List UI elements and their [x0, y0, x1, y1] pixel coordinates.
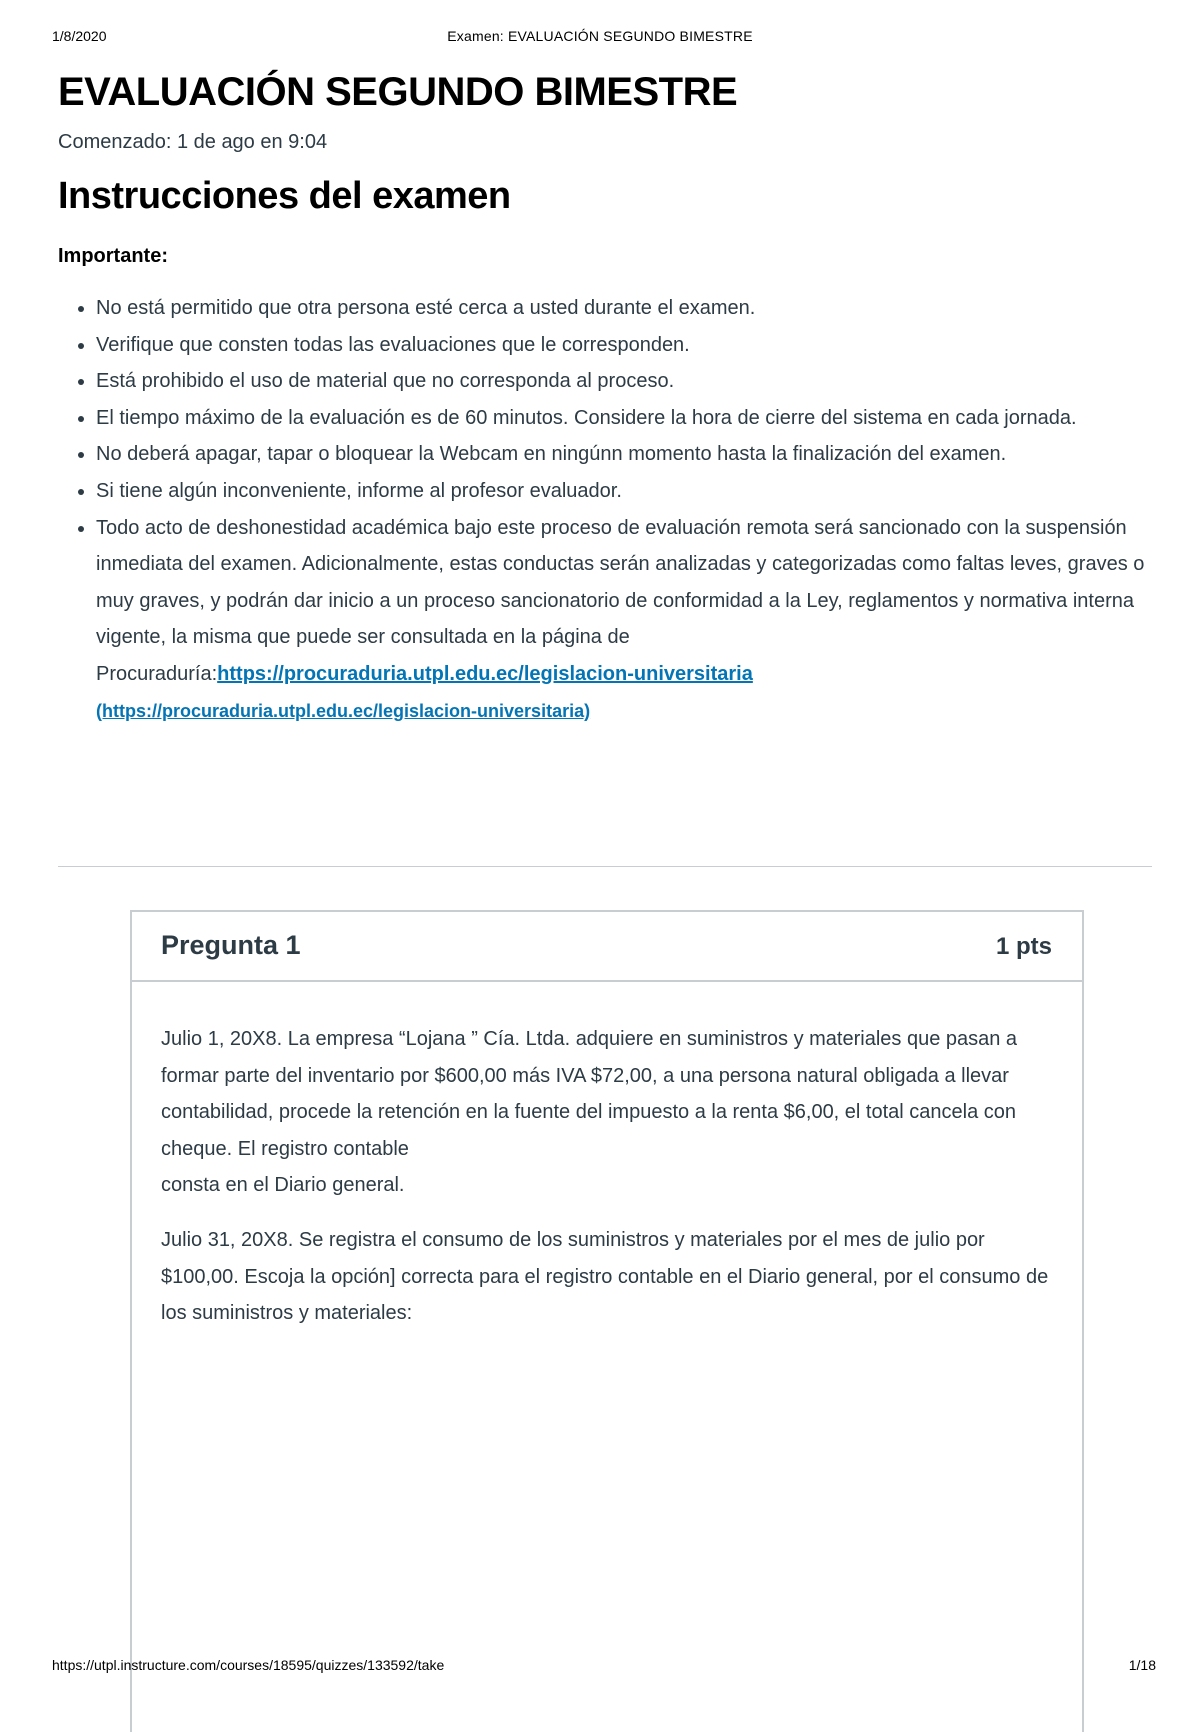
- page-number: 1/18: [1128, 1657, 1156, 1673]
- rule-item: [96, 510, 1150, 730]
- rule-item: [96, 473, 1150, 510]
- rule-text: Si tiene algún inconveniente, informe al profesor evaluador.: [96, 479, 622, 502]
- question-text: Julio 31, 20X8. Se registra el consumo de los suministros y materiales por el mes de julio por $100,00. Escoja la opción] correcta para el registro contable en el Diario general, por el consumo de los suministros y materiales:: [161, 1228, 1049, 1325]
- rule-item: [96, 290, 1150, 327]
- legislation-link-url[interactable]: (https://procuraduria.utpl.edu.ec/legislacion-universitaria): [96, 700, 591, 721]
- question-header: [132, 912, 1082, 982]
- important-label: Importante:: [58, 245, 168, 267]
- question-paragraph: [161, 1222, 1052, 1332]
- question-paragraph: [161, 1021, 1052, 1204]
- question-text: Julio 1, 20X8. La empresa “Lojana ” Cía. Ltda. adquiere en suministros y materiales que pasan a formar parte del inventario por $600,00 más IVA $72,00, a una persona natural obligada a llevar contabilidad, procede la retención en la fuente del impuesto a la renta $6,00, el total cancela con cheque. El registro contable: [161, 1028, 1018, 1160]
- rule-text: Está prohibido el uso de material que no corresponda al proceso.: [96, 370, 675, 393]
- question-text: consta en el Diario general.: [161, 1174, 405, 1197]
- question-card: [130, 910, 1084, 1732]
- print-document-title: Examen: EVALUACIÓN SEGUNDO BIMESTRE: [447, 28, 753, 44]
- rule-item: [96, 400, 1150, 437]
- print-date: 1/8/2020: [52, 28, 107, 44]
- started-timestamp: Comenzado: 1 de ago en 9:04: [58, 131, 328, 153]
- quiz-title: EVALUACIÓN SEGUNDO BIMESTRE: [58, 70, 738, 114]
- rule-text: No está permitido que otra persona esté cerca a usted durante el examen.: [96, 297, 756, 319]
- print-footer: [0, 1657, 1200, 1677]
- rule-item: [96, 327, 1150, 364]
- rules-list: [58, 290, 1150, 729]
- quiz-content: [58, 62, 1150, 729]
- rule-text: Verifique que consten todas las evaluaciones que le corresponden.: [96, 333, 690, 356]
- section-divider: [58, 866, 1152, 867]
- rule-text: Todo acto de deshonestidad académica bajo este proceso de evaluación remota será sancionado con la suspensión inmediata del examen. Adicionalmente, estas conductas serán analizadas y categorizadas como faltas leves, graves o muy graves, y podrán dar inicio a un proceso sancionatorio de conformidad a la Ley, reglamentos y normativa interna vigente, la misma que puede ser consultada en la página de Procuraduría:: [96, 516, 1145, 685]
- legislation-link[interactable]: https://procuraduria.utpl.edu.ec/legislacion-universitaria: [217, 662, 753, 685]
- instructions-heading: Instrucciones del examen: [58, 175, 511, 217]
- rule-text: No deberá apagar, tapar o bloquear la Webcam en ningúnn momento hasta la finalización del examen.: [96, 443, 1007, 466]
- print-url: https://utpl.instructure.com/courses/18595/quizzes/133592/take: [52, 1657, 445, 1673]
- rule-text: El tiempo máximo de la evaluación es de 60 minutos. Considere la hora de cierre del sistema en cada jornada.: [96, 406, 1077, 429]
- question-points: 1 pts: [995, 933, 1052, 960]
- question-body: [132, 982, 1082, 1332]
- rule-item: [96, 436, 1150, 473]
- question-number: Pregunta 1: [161, 930, 301, 960]
- rule-item: [96, 363, 1150, 400]
- print-header: [0, 28, 1200, 48]
